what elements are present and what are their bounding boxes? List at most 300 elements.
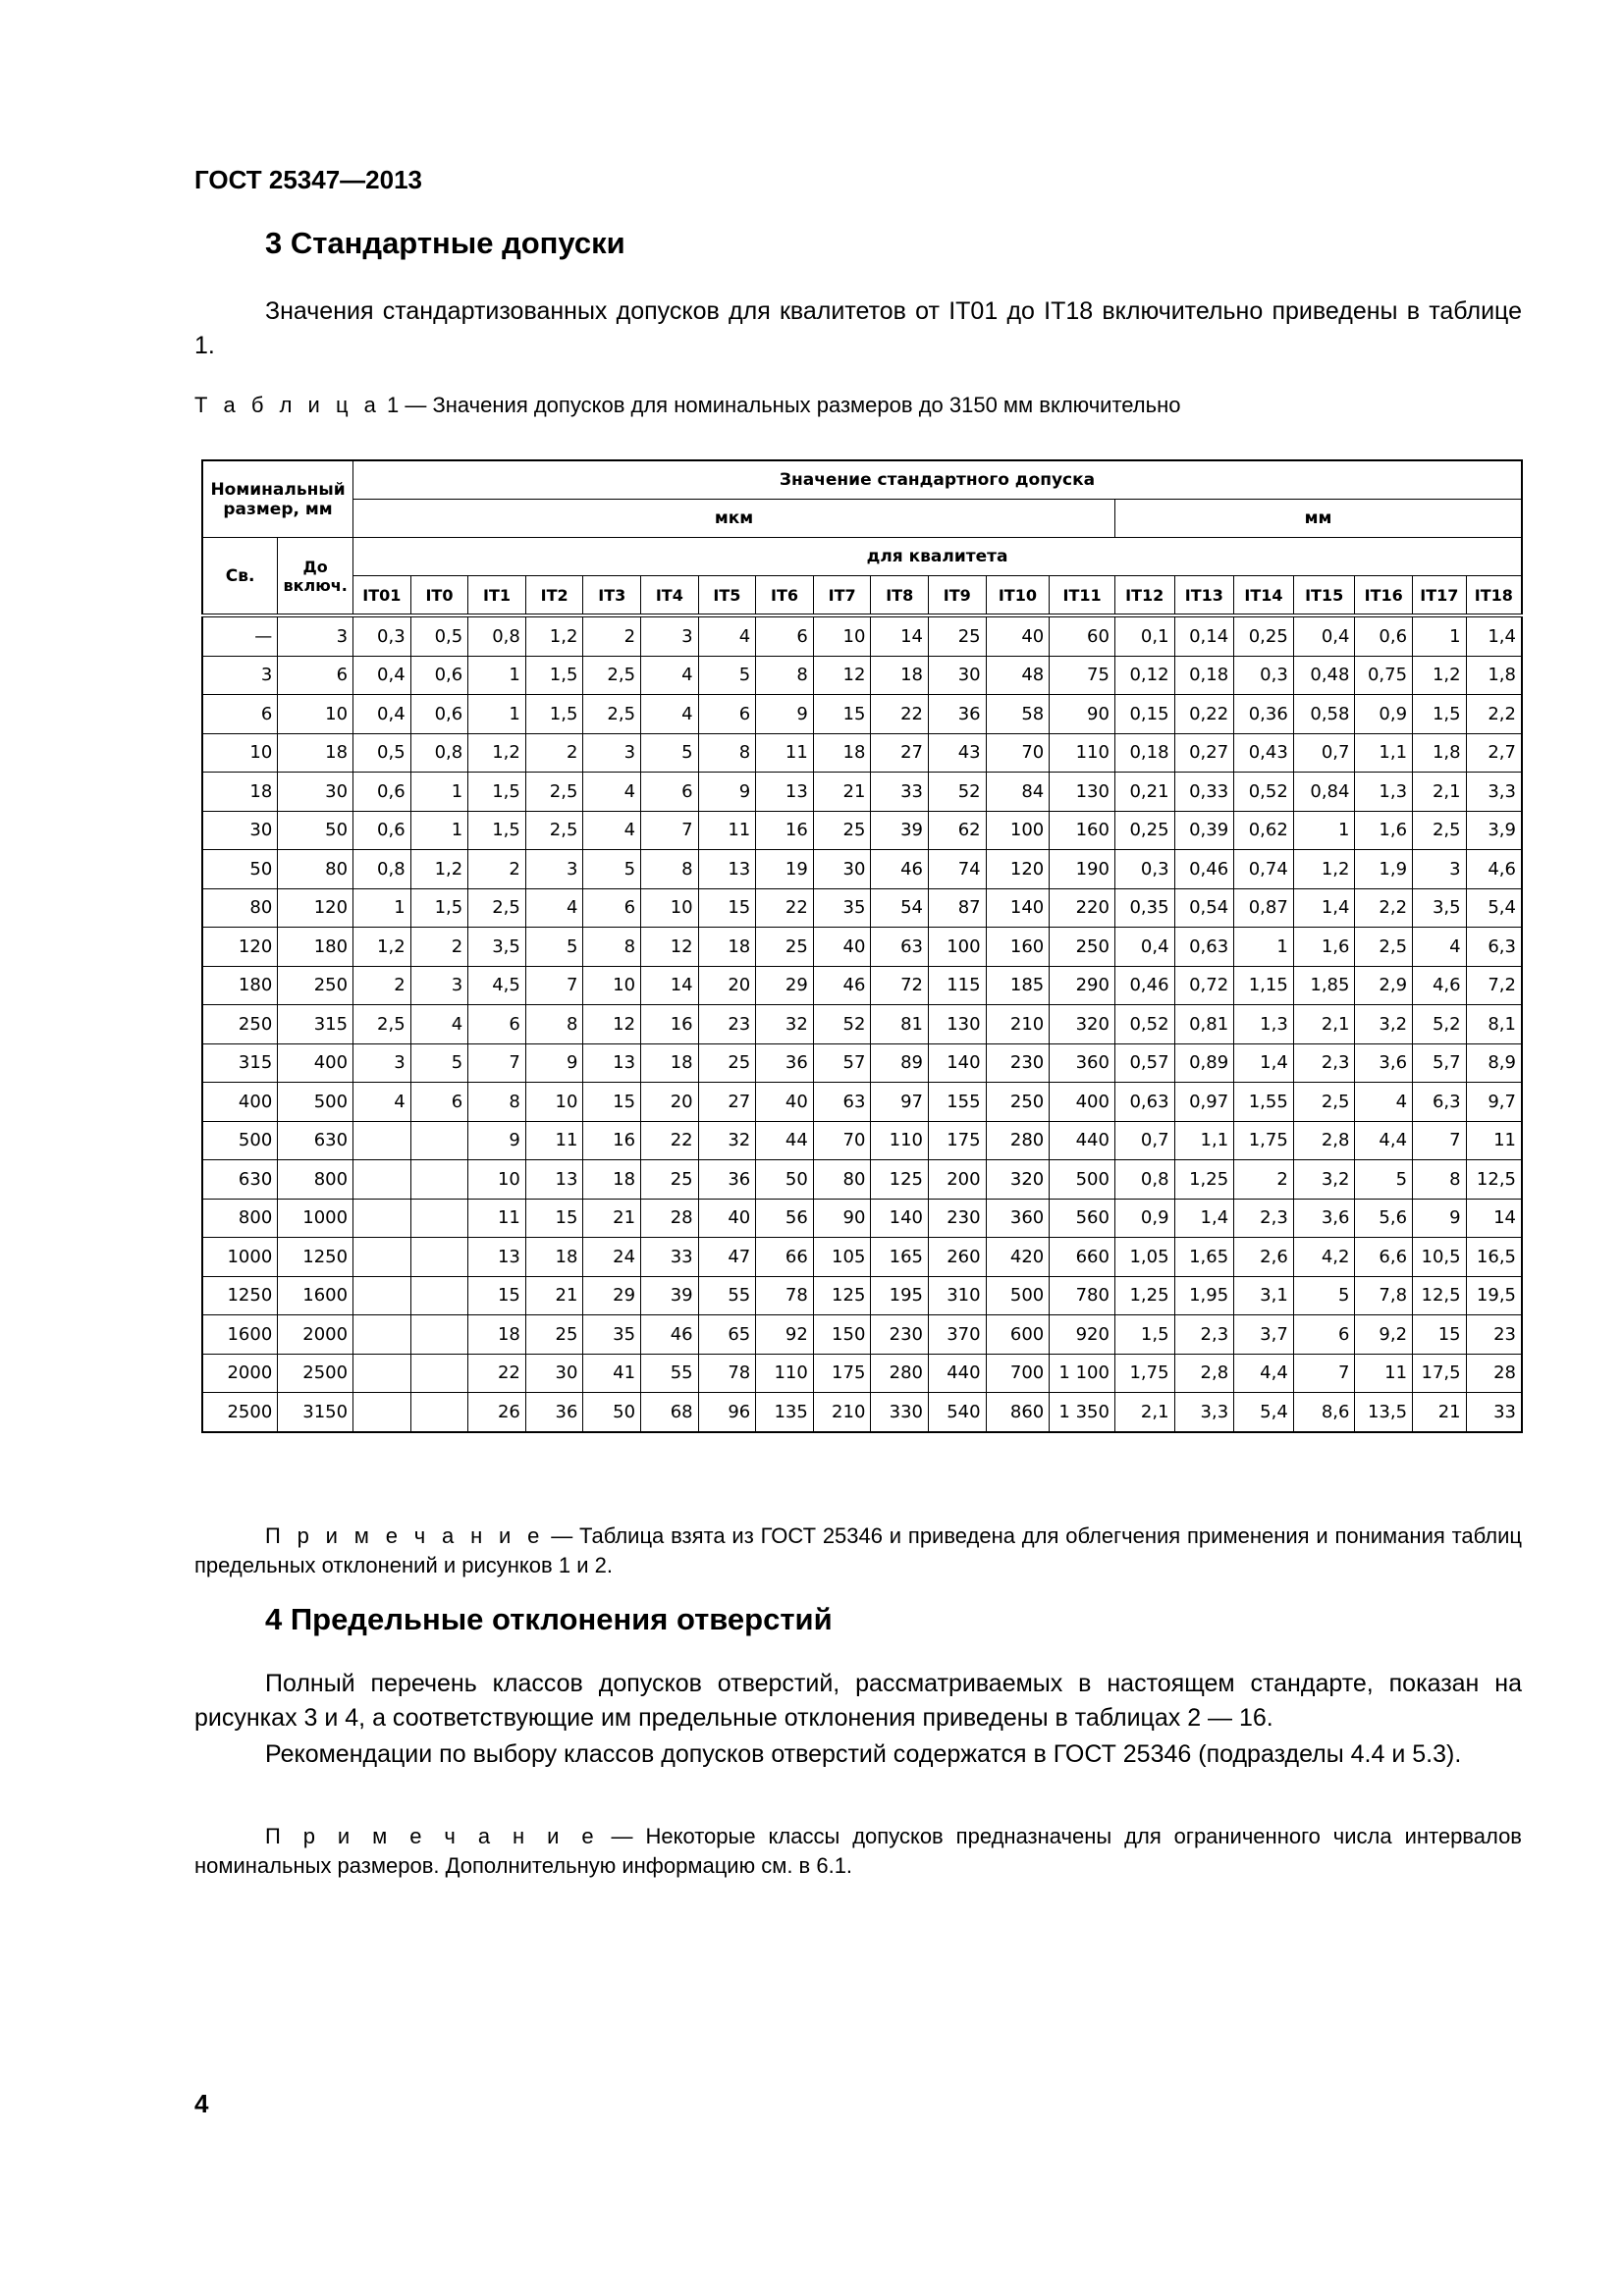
cell-tolerance: 6,6 <box>1355 1238 1413 1277</box>
cell-tolerance: 22 <box>641 1121 699 1160</box>
cell-from: — <box>202 615 278 656</box>
cell-tolerance: 0,27 <box>1174 733 1234 773</box>
cell-tolerance: 2 <box>1234 1160 1294 1200</box>
table-row <box>202 656 1522 695</box>
cell-tolerance: 11 <box>525 1121 583 1160</box>
cell-tolerance: 100 <box>986 811 1050 850</box>
cell-tolerance: 21 <box>813 773 871 812</box>
cell-tolerance: 2,3 <box>1234 1199 1294 1238</box>
cell-tolerance: 30 <box>929 656 987 695</box>
cell-tolerance: 2,1 <box>1293 1005 1355 1044</box>
cell-tolerance: 7 <box>641 811 699 850</box>
cell-tolerance: 15 <box>1413 1315 1467 1355</box>
cell-tolerance: 4 <box>641 695 699 734</box>
cell-from: 30 <box>202 811 278 850</box>
cell-tolerance: 175 <box>813 1354 871 1393</box>
cell-tolerance: 4 <box>353 1083 411 1122</box>
cell-to: 2000 <box>278 1315 353 1355</box>
table-row <box>202 1005 1522 1044</box>
cell-tolerance: 2,5 <box>1355 928 1413 967</box>
cell-tolerance: 19,5 <box>1466 1276 1522 1315</box>
cell-tolerance: 3 <box>353 1043 411 1083</box>
cell-tolerance: 25 <box>813 811 871 850</box>
header-nominal-size: Номинальный размер, мм <box>202 460 353 538</box>
cell-tolerance: 1,2 <box>468 733 526 773</box>
cell-tolerance: 25 <box>756 928 814 967</box>
cell-tolerance: 10 <box>641 888 699 928</box>
cell-tolerance: 0,63 <box>1114 1083 1174 1122</box>
cell-tolerance: 2,2 <box>1355 888 1413 928</box>
cell-tolerance: 2,5 <box>525 811 583 850</box>
cell-tolerance: 78 <box>756 1276 814 1315</box>
cell-tolerance: 5,2 <box>1413 1005 1467 1044</box>
cell-tolerance: 0,74 <box>1234 850 1294 889</box>
header-from: Св. <box>202 538 278 616</box>
cell-tolerance: 43 <box>929 733 987 773</box>
cell-tolerance: 8 <box>756 656 814 695</box>
cell-from: 80 <box>202 888 278 928</box>
cell-tolerance: 40 <box>756 1083 814 1122</box>
table-row <box>202 1199 1522 1238</box>
cell-tolerance: 5 <box>698 656 756 695</box>
cell-tolerance: 1,1 <box>1355 733 1413 773</box>
cell-tolerance: 175 <box>929 1121 987 1160</box>
cell-tolerance: 18 <box>583 1160 641 1200</box>
cell-tolerance: 96 <box>698 1393 756 1432</box>
grade-header-it14: IT14 <box>1234 576 1294 616</box>
cell-tolerance: 1,25 <box>1114 1276 1174 1315</box>
cell-to: 3 <box>278 615 353 656</box>
cell-tolerance: 54 <box>871 888 929 928</box>
cell-tolerance: 2,1 <box>1114 1393 1174 1432</box>
cell-tolerance: 0,4 <box>1293 615 1355 656</box>
cell-tolerance: 12,5 <box>1413 1276 1467 1315</box>
cell-tolerance: 3,3 <box>1174 1393 1234 1432</box>
cell-tolerance: 1,75 <box>1234 1121 1294 1160</box>
cell-tolerance: 18 <box>641 1043 699 1083</box>
table-row <box>202 773 1522 812</box>
grade-header-it01: IT01 <box>353 576 411 616</box>
cell-tolerance: 0,46 <box>1174 850 1234 889</box>
cell-tolerance: 36 <box>929 695 987 734</box>
cell-tolerance: 36 <box>756 1043 814 1083</box>
grade-header-it2: IT2 <box>525 576 583 616</box>
cell-tolerance: 4 <box>1413 928 1467 967</box>
cell-tolerance: 36 <box>698 1160 756 1200</box>
cell-tolerance: 0,7 <box>1293 733 1355 773</box>
cell-tolerance: 360 <box>1050 1043 1115 1083</box>
cell-tolerance: 26 <box>468 1393 526 1432</box>
cell-tolerance: 4 <box>410 1005 468 1044</box>
section-4-paragraph-2: Рекомендации по выбору классов допусков отверстий содержатся в ГОСТ 25346 (подразделы 4.4 и 5.3). <box>265 1740 1462 1768</box>
cell-tolerance: 7 <box>1293 1354 1355 1393</box>
cell-tolerance: 8 <box>525 1005 583 1044</box>
page-number: 4 <box>194 2089 209 2118</box>
cell-tolerance: 2,5 <box>583 695 641 734</box>
cell-tolerance: 1,3 <box>1234 1005 1294 1044</box>
cell-tolerance: 5 <box>525 928 583 967</box>
table-row <box>202 1121 1522 1160</box>
table-row <box>202 1354 1522 1393</box>
cell-tolerance: 320 <box>986 1160 1050 1200</box>
cell-tolerance <box>410 1276 468 1315</box>
cell-to: 500 <box>278 1083 353 1122</box>
document-code: ГОСТ 25347—2013 <box>194 165 422 194</box>
cell-tolerance: 10 <box>813 615 871 656</box>
cell-tolerance: 89 <box>871 1043 929 1083</box>
cell-tolerance: 27 <box>871 733 929 773</box>
cell-tolerance: 3 <box>583 733 641 773</box>
cell-tolerance: 3,6 <box>1355 1043 1413 1083</box>
cell-tolerance: 4 <box>525 888 583 928</box>
cell-tolerance: 3 <box>1413 850 1467 889</box>
cell-tolerance: 0,6 <box>353 811 411 850</box>
cell-tolerance: 13 <box>468 1238 526 1277</box>
cell-tolerance: 4,6 <box>1466 850 1522 889</box>
cell-tolerance: 500 <box>986 1276 1050 1315</box>
table-row <box>202 1393 1522 1432</box>
cell-tolerance: 0,1 <box>1114 615 1174 656</box>
cell-tolerance: 1,65 <box>1174 1238 1234 1277</box>
cell-tolerance: 9,2 <box>1355 1315 1413 1355</box>
cell-tolerance: 33 <box>1466 1393 1522 1432</box>
note-2-label: П р и м е ч а н и е <box>265 1824 599 1848</box>
cell-tolerance: 320 <box>1050 1005 1115 1044</box>
cell-tolerance: 16 <box>756 811 814 850</box>
cell-tolerance: 63 <box>813 1083 871 1122</box>
cell-tolerance: 2,5 <box>468 888 526 928</box>
cell-tolerance: 120 <box>986 850 1050 889</box>
cell-tolerance: 0,14 <box>1174 615 1234 656</box>
cell-tolerance: 280 <box>871 1354 929 1393</box>
note-2 <box>194 1822 1522 1881</box>
table-row <box>202 966 1522 1005</box>
cell-tolerance: 6,3 <box>1466 928 1522 967</box>
cell-tolerance: 60 <box>1050 615 1115 656</box>
cell-tolerance <box>410 1199 468 1238</box>
cell-from: 250 <box>202 1005 278 1044</box>
cell-tolerance: 140 <box>986 888 1050 928</box>
cell-tolerance: 16 <box>641 1005 699 1044</box>
cell-to: 800 <box>278 1160 353 1200</box>
cell-tolerance: 1 <box>353 888 411 928</box>
cell-tolerance: 1 <box>1293 811 1355 850</box>
cell-tolerance <box>353 1354 411 1393</box>
cell-tolerance: 2,5 <box>1293 1083 1355 1122</box>
cell-tolerance: 80 <box>813 1160 871 1200</box>
cell-tolerance: 1,55 <box>1234 1083 1294 1122</box>
cell-tolerance: 310 <box>929 1276 987 1315</box>
cell-tolerance: 5,7 <box>1413 1043 1467 1083</box>
cell-tolerance: 9,7 <box>1466 1083 1522 1122</box>
cell-tolerance: 28 <box>641 1199 699 1238</box>
cell-tolerance: 105 <box>813 1238 871 1277</box>
cell-from: 10 <box>202 733 278 773</box>
cell-tolerance: 46 <box>871 850 929 889</box>
cell-tolerance: 15 <box>468 1276 526 1315</box>
cell-tolerance: 250 <box>1050 928 1115 967</box>
cell-tolerance: 16 <box>583 1121 641 1160</box>
cell-tolerance: 0,48 <box>1293 656 1355 695</box>
cell-tolerance: 2 <box>525 733 583 773</box>
cell-tolerance: 1,2 <box>1293 850 1355 889</box>
cell-tolerance: 2,8 <box>1174 1354 1234 1393</box>
cell-from: 1250 <box>202 1276 278 1315</box>
cell-tolerance: 1,5 <box>525 695 583 734</box>
cell-tolerance: 155 <box>929 1083 987 1122</box>
cell-to: 30 <box>278 773 353 812</box>
cell-tolerance: 1,1 <box>1174 1121 1234 1160</box>
grade-header-it8: IT8 <box>871 576 929 616</box>
cell-tolerance: 0,97 <box>1174 1083 1234 1122</box>
cell-from: 500 <box>202 1121 278 1160</box>
cell-tolerance: 3,5 <box>1413 888 1467 928</box>
cell-tolerance: 1,2 <box>525 615 583 656</box>
cell-tolerance: 21 <box>525 1276 583 1315</box>
cell-tolerance: 260 <box>929 1238 987 1277</box>
cell-tolerance: 3,2 <box>1355 1005 1413 1044</box>
cell-tolerance: 0,52 <box>1234 773 1294 812</box>
cell-tolerance: 16,5 <box>1466 1238 1522 1277</box>
grade-header-row <box>202 576 1522 616</box>
cell-tolerance <box>353 1160 411 1200</box>
cell-tolerance: 125 <box>813 1276 871 1315</box>
cell-tolerance: 6 <box>583 888 641 928</box>
cell-tolerance: 35 <box>583 1315 641 1355</box>
cell-tolerance: 8 <box>1413 1160 1467 1200</box>
cell-tolerance: 2,5 <box>583 656 641 695</box>
cell-tolerance: 13 <box>756 773 814 812</box>
cell-tolerance: 7 <box>1413 1121 1467 1160</box>
cell-tolerance: 4,6 <box>1413 966 1467 1005</box>
grade-header-it5: IT5 <box>698 576 756 616</box>
cell-tolerance: 1,2 <box>1413 656 1467 695</box>
section-3-heading: 3 Стандартные допуски <box>265 226 625 260</box>
cell-tolerance: 0,35 <box>1114 888 1174 928</box>
cell-tolerance: 8 <box>468 1083 526 1122</box>
cell-from: 630 <box>202 1160 278 1200</box>
cell-tolerance: 18 <box>813 733 871 773</box>
cell-tolerance: 3,3 <box>1466 773 1522 812</box>
cell-tolerance: 0,21 <box>1114 773 1174 812</box>
header-to: До включ. <box>278 538 353 616</box>
cell-tolerance: 1 <box>410 773 468 812</box>
cell-tolerance: 6 <box>1293 1315 1355 1355</box>
cell-tolerance: 7 <box>468 1043 526 1083</box>
cell-tolerance: 1 <box>1234 928 1294 967</box>
cell-tolerance: 36 <box>525 1393 583 1432</box>
cell-tolerance: 39 <box>641 1276 699 1315</box>
cell-tolerance: 4 <box>583 773 641 812</box>
cell-tolerance: 18 <box>525 1238 583 1277</box>
cell-tolerance: 55 <box>641 1354 699 1393</box>
cell-tolerance: 11 <box>698 811 756 850</box>
cell-tolerance: 6 <box>698 695 756 734</box>
cell-tolerance: 8,9 <box>1466 1043 1522 1083</box>
cell-tolerance: 32 <box>698 1121 756 1160</box>
cell-tolerance: 70 <box>986 733 1050 773</box>
cell-tolerance: 0,54 <box>1174 888 1234 928</box>
cell-tolerance: 13 <box>583 1043 641 1083</box>
grade-header-it3: IT3 <box>583 576 641 616</box>
cell-tolerance: 2,5 <box>1413 811 1467 850</box>
cell-tolerance: 2,1 <box>1413 773 1467 812</box>
table-row <box>202 1315 1522 1355</box>
cell-tolerance <box>410 1160 468 1200</box>
cell-tolerance: 23 <box>1466 1315 1522 1355</box>
cell-to: 50 <box>278 811 353 850</box>
cell-tolerance: 2,8 <box>1293 1121 1355 1160</box>
cell-tolerance: 360 <box>986 1199 1050 1238</box>
cell-tolerance: 22 <box>756 888 814 928</box>
cell-tolerance: 185 <box>986 966 1050 1005</box>
cell-tolerance: 780 <box>1050 1276 1115 1315</box>
cell-tolerance: 0,75 <box>1355 656 1413 695</box>
table-row <box>202 1276 1522 1315</box>
cell-tolerance: 50 <box>583 1393 641 1432</box>
cell-tolerance: 2,3 <box>1293 1043 1355 1083</box>
cell-tolerance: 15 <box>813 695 871 734</box>
cell-tolerance: 1 100 <box>1050 1354 1115 1393</box>
cell-tolerance: 110 <box>756 1354 814 1393</box>
cell-tolerance: 5 <box>641 733 699 773</box>
cell-tolerance: 2,3 <box>1174 1315 1234 1355</box>
cell-tolerance: 140 <box>929 1043 987 1083</box>
cell-tolerance: 18 <box>871 656 929 695</box>
table-row <box>202 615 1522 656</box>
cell-tolerance: 230 <box>986 1043 1050 1083</box>
cell-tolerance: 8,1 <box>1466 1005 1522 1044</box>
cell-tolerance: 0,3 <box>1234 656 1294 695</box>
table-caption-text: 1 — Значения допусков для номинальных размеров до 3150 мм включительно <box>380 393 1181 417</box>
cell-tolerance: 3 <box>525 850 583 889</box>
cell-to: 2500 <box>278 1354 353 1393</box>
cell-tolerance: 0,12 <box>1114 656 1174 695</box>
cell-tolerance: 50 <box>756 1160 814 1200</box>
cell-tolerance: 1,6 <box>1355 811 1413 850</box>
cell-from: 120 <box>202 928 278 967</box>
cell-tolerance: 1,4 <box>1466 615 1522 656</box>
grade-header-it15: IT15 <box>1293 576 1355 616</box>
grade-header-it13: IT13 <box>1174 576 1234 616</box>
table-row <box>202 1238 1522 1277</box>
cell-tolerance: 0,6 <box>353 773 411 812</box>
cell-tolerance: 97 <box>871 1083 929 1122</box>
cell-tolerance: 68 <box>641 1393 699 1432</box>
cell-tolerance: 5 <box>583 850 641 889</box>
cell-tolerance: 0,89 <box>1174 1043 1234 1083</box>
grade-header-it18: IT18 <box>1466 576 1522 616</box>
cell-tolerance: 1,5 <box>1114 1315 1174 1355</box>
cell-tolerance: 1,2 <box>353 928 411 967</box>
cell-tolerance: 1,2 <box>410 850 468 889</box>
header-grade: для квалитета <box>353 538 1522 576</box>
cell-tolerance: 41 <box>583 1354 641 1393</box>
cell-tolerance: 1,8 <box>1466 656 1522 695</box>
grade-header-it4: IT4 <box>641 576 699 616</box>
cell-tolerance: 52 <box>929 773 987 812</box>
cell-tolerance: 2,5 <box>353 1005 411 1044</box>
cell-from: 2500 <box>202 1393 278 1432</box>
cell-tolerance: 11 <box>1466 1121 1522 1160</box>
cell-tolerance: 11 <box>756 733 814 773</box>
grade-header-it0: IT0 <box>410 576 468 616</box>
cell-tolerance: 29 <box>756 966 814 1005</box>
cell-tolerance: 12 <box>583 1005 641 1044</box>
cell-tolerance: 39 <box>871 811 929 850</box>
cell-tolerance <box>410 1354 468 1393</box>
cell-tolerance: 0,72 <box>1174 966 1234 1005</box>
cell-tolerance: 2,2 <box>1466 695 1522 734</box>
cell-tolerance: 5,4 <box>1466 888 1522 928</box>
cell-tolerance: 700 <box>986 1354 1050 1393</box>
cell-tolerance: 90 <box>813 1199 871 1238</box>
cell-tolerance: 1,85 <box>1293 966 1355 1005</box>
cell-tolerance: 15 <box>698 888 756 928</box>
cell-tolerance: 2,7 <box>1466 733 1522 773</box>
cell-tolerance: 0,6 <box>410 695 468 734</box>
cell-tolerance: 1 350 <box>1050 1393 1115 1432</box>
cell-tolerance: 4,2 <box>1293 1238 1355 1277</box>
cell-tolerance: 4,4 <box>1355 1121 1413 1160</box>
cell-tolerance: 4 <box>698 615 756 656</box>
cell-tolerance: 0,57 <box>1114 1043 1174 1083</box>
cell-tolerance: 920 <box>1050 1315 1115 1355</box>
cell-tolerance: 56 <box>756 1199 814 1238</box>
cell-tolerance: 3,6 <box>1293 1199 1355 1238</box>
section-3-paragraph: Значения стандартизованных допусков для квалитетов от IT01 до IT18 включительно приведены в таблице 1. <box>194 297 1522 359</box>
cell-tolerance: 370 <box>929 1315 987 1355</box>
cell-tolerance: 12,5 <box>1466 1160 1522 1200</box>
cell-tolerance: 1,15 <box>1234 966 1294 1005</box>
cell-tolerance: 0,87 <box>1234 888 1294 928</box>
cell-tolerance: 40 <box>698 1199 756 1238</box>
cell-tolerance: 9 <box>756 695 814 734</box>
cell-tolerance: 78 <box>698 1354 756 1393</box>
cell-tolerance: 210 <box>986 1005 1050 1044</box>
cell-to: 1000 <box>278 1199 353 1238</box>
cell-tolerance: 84 <box>986 773 1050 812</box>
cell-from: 50 <box>202 850 278 889</box>
cell-tolerance: 30 <box>813 850 871 889</box>
table-caption-label: Т а б л и ц а <box>194 393 381 417</box>
cell-tolerance: 52 <box>813 1005 871 1044</box>
cell-tolerance: 3,9 <box>1466 811 1522 850</box>
cell-tolerance: 48 <box>986 656 1050 695</box>
cell-tolerance: 230 <box>929 1199 987 1238</box>
cell-tolerance: 8 <box>583 928 641 967</box>
cell-tolerance: 160 <box>1050 811 1115 850</box>
grade-header-it16: IT16 <box>1355 576 1413 616</box>
header-tolerance-value: Значение стандартного допуска <box>353 460 1522 500</box>
cell-to: 400 <box>278 1043 353 1083</box>
cell-tolerance: 14 <box>1466 1199 1522 1238</box>
cell-tolerance: 4,5 <box>468 966 526 1005</box>
cell-tolerance: 5 <box>410 1043 468 1083</box>
cell-tolerance: 165 <box>871 1238 929 1277</box>
cell-tolerance: 55 <box>698 1276 756 1315</box>
cell-tolerance <box>410 1121 468 1160</box>
cell-tolerance: 44 <box>756 1121 814 1160</box>
cell-tolerance: 0,18 <box>1114 733 1174 773</box>
cell-tolerance: 1,5 <box>468 773 526 812</box>
cell-from: 315 <box>202 1043 278 1083</box>
cell-tolerance: 2 <box>410 928 468 967</box>
cell-tolerance: 0,46 <box>1114 966 1174 1005</box>
cell-tolerance: 20 <box>698 966 756 1005</box>
cell-tolerance: 18 <box>468 1315 526 1355</box>
cell-tolerance: 8 <box>641 850 699 889</box>
